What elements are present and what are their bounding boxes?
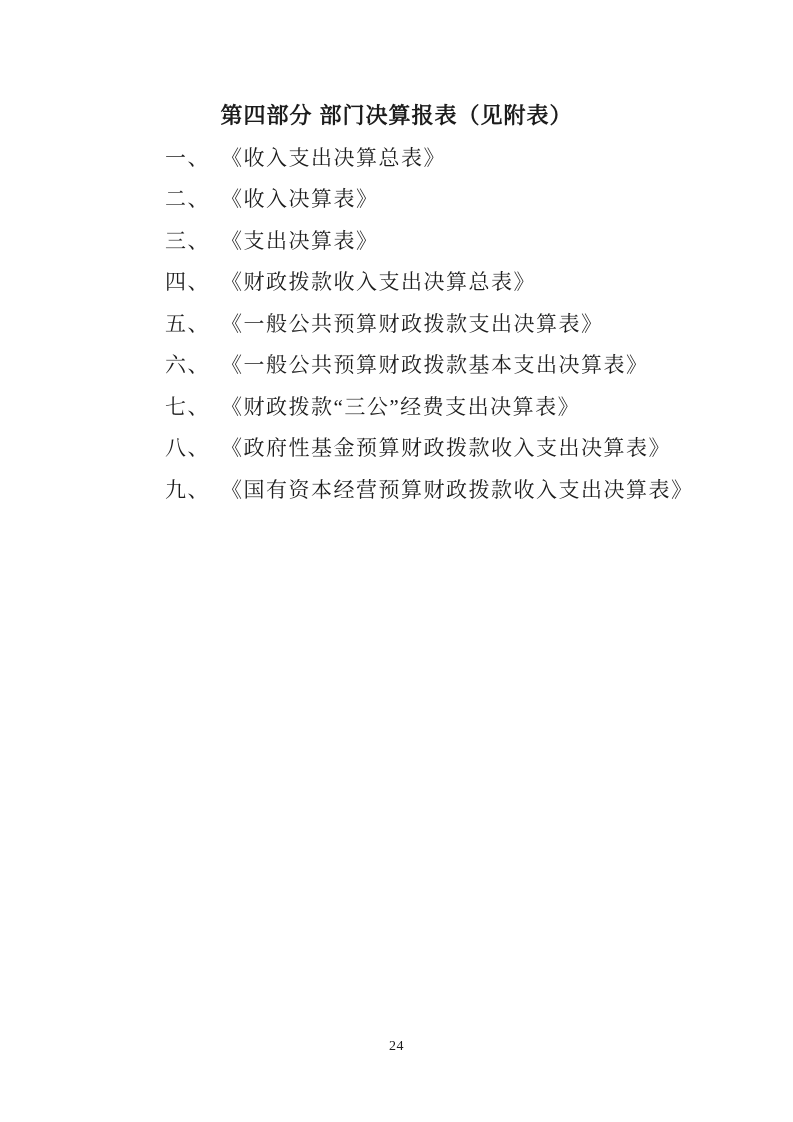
item-title: 《一般公共预算财政拨款基本支出决算表》 — [221, 353, 649, 378]
report-list-item — [165, 302, 733, 344]
item-title: 《政府性基金预算财政拨款收入支出决算表》 — [221, 436, 671, 461]
report-table-list — [165, 136, 733, 510]
item-title: 《收入支出决算总表》 — [221, 145, 446, 170]
item-title: 《财政拨款收入支出决算总表》 — [221, 270, 536, 295]
item-number: 九、 — [165, 477, 210, 502]
page-number: 24 — [389, 1039, 404, 1054]
item-number: 七、 — [165, 394, 210, 419]
report-list-item — [165, 261, 733, 303]
report-list-item — [165, 427, 733, 469]
report-list-item — [165, 219, 733, 261]
item-number: 三、 — [165, 228, 210, 253]
item-number: 六、 — [165, 353, 210, 378]
item-title: 《国有资本经营预算财政拨款收入支出决算表》 — [221, 477, 694, 502]
item-title: 《收入决算表》 — [221, 187, 379, 212]
item-number: 四、 — [165, 270, 210, 295]
item-number: 一、 — [165, 145, 210, 170]
report-list-item — [165, 178, 733, 220]
item-title: 《财政拨款“三公”经费支出决算表》 — [221, 394, 581, 419]
item-number: 二、 — [165, 187, 210, 212]
item-number: 八、 — [165, 436, 210, 461]
report-list-item — [165, 468, 733, 510]
item-title: 《一般公共预算财政拨款支出决算表》 — [221, 311, 604, 336]
item-title: 《支出决算表》 — [221, 228, 379, 253]
report-list-item — [165, 344, 733, 386]
report-list-item — [165, 136, 733, 178]
item-number: 五、 — [165, 311, 210, 336]
report-list-item — [165, 385, 733, 427]
section-title: 第四部分 部门决算报表（见附表） — [220, 103, 573, 128]
